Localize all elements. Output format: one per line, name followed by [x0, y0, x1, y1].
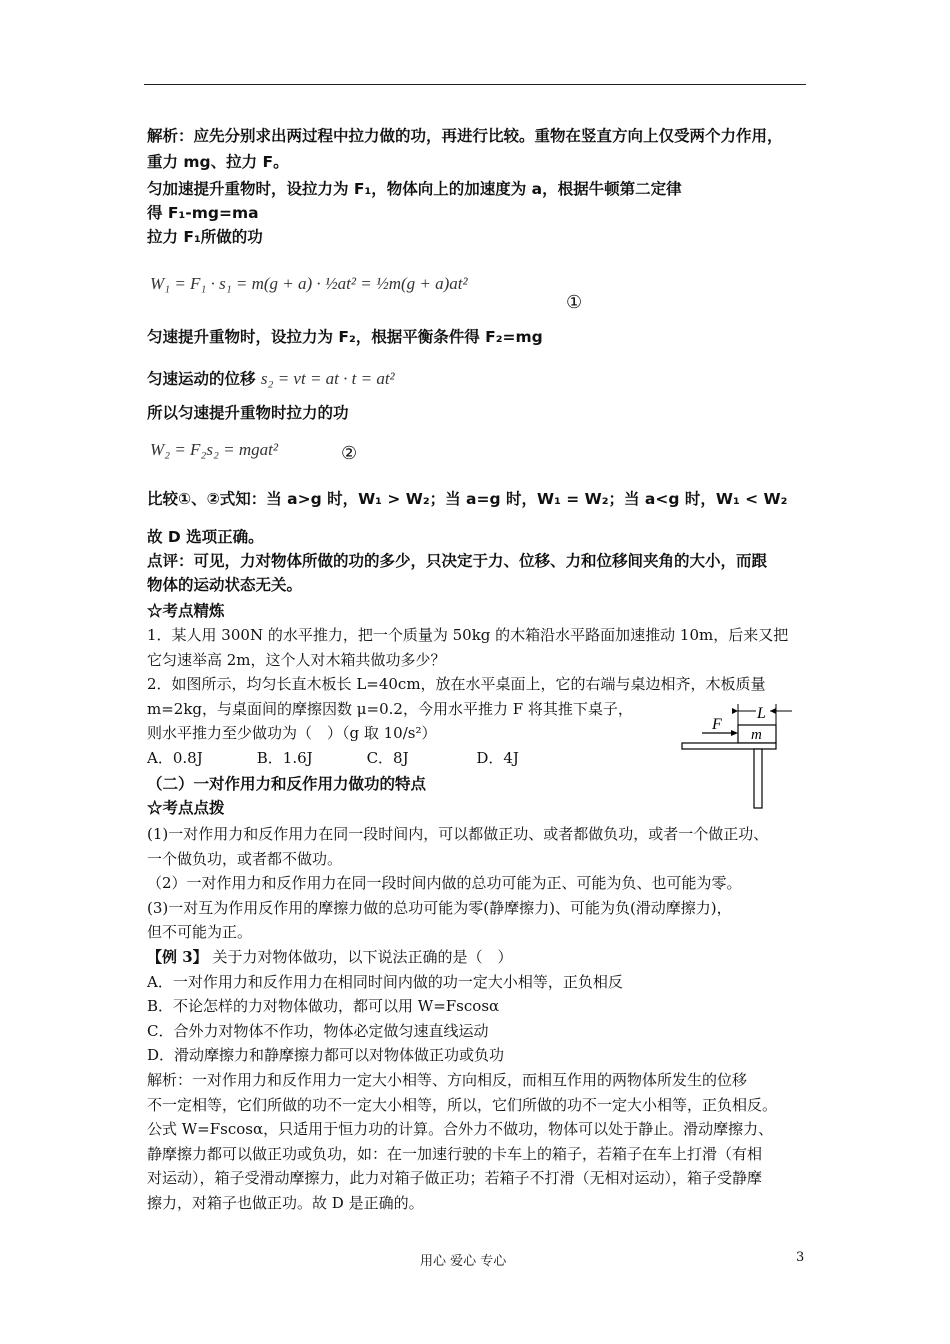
example3-option-d: D．滑动摩擦力和静摩擦力都可以对物体做正功或负功: [147, 1046, 505, 1065]
analysis-line-5: 拉力 F₁所做的功: [147, 228, 263, 246]
comment-line-2: 物体的运动状态无关。: [147, 576, 303, 594]
section2-heading: （二）一对作用力和反作用力做功的特点: [147, 774, 427, 793]
example3-option-a: A．一对作用力和反作用力在相同时间内做的功一定大小相等，正负相反: [147, 972, 623, 991]
section2-subheading: ☆考点点拨: [147, 798, 225, 817]
solution-line-2: 不一定相等，它们所做的功不一定大小相等，所以，它们所做的功不一定大小相等，正负相反。: [147, 1095, 778, 1114]
practice-heading: ☆考点精炼: [147, 601, 225, 620]
solution-line-1: 解析：一对作用力和反作用力一定大小相等、方向相反，而相互作用的两物体所发生的位移: [147, 1070, 748, 1089]
solution-line-5: 对运动），箱子受滑动摩擦力，此力对箱子做正功；若箱子不打滑（无相对运动），箱子受静摩: [147, 1169, 763, 1188]
q2-option-b: B．1.6J: [256, 748, 313, 767]
q2-option-a: A．0.8J: [147, 748, 203, 767]
analysis-line-4: 得 F₁-mg=ma: [147, 204, 259, 222]
analysis-conclusion: 故 D 选项正确。: [147, 528, 264, 546]
point-3-line-2: 但不可能为正。: [147, 923, 253, 942]
point-3-line-1: (3)一对互为作用反作用的摩擦力做的总功可能为零(静摩擦力)、可能为负(滑动摩擦力)，: [147, 898, 732, 917]
analysis-line-7-text: 匀速运动的位移: [147, 370, 256, 388]
formula-marker-2: ②: [341, 443, 358, 464]
analysis-line-2: 重力 mg、拉力 F。: [147, 153, 289, 171]
solution-line-6: 擦力，对箱子也做正功。故 D 是正确的。: [147, 1193, 424, 1212]
analysis-comparison: 比较①、②式知：当 a>g 时，W₁ > W₂；当 a=g 时，W₁ = W₂；当 a<g 时，W₁ < W₂: [147, 490, 788, 508]
page-number: 3: [796, 1250, 805, 1265]
point-1-line-2: 一个做负功，或者都不做功。: [147, 849, 343, 868]
footer-slogan: 用心 爱心 专心: [420, 1254, 507, 1269]
point-2: （2）一对作用力和反作用力在同一段时间内做的总功可能为正、可能为负、也可能为零。: [147, 874, 742, 893]
table-top: [682, 743, 776, 749]
analysis-line-8: 所以匀速提升重物时拉力的功: [147, 404, 349, 422]
comment-label: 点评：: [147, 552, 194, 570]
example3-label: 【例 3】: [147, 948, 208, 966]
label-m: m: [751, 727, 762, 743]
comment-line-1: [147, 549, 817, 573]
q2-option-c: C．8J: [366, 748, 409, 767]
q2-line-2: m=2kg，与桌面间的摩擦因数 μ=0.2，今用水平推力 F 将其推下桌子，: [147, 699, 633, 718]
example3-option-b: B．不论怎样的力对物体做功，都可以用 W=Fscosα: [147, 997, 500, 1016]
formula-w2: W₂ = F₂s₂ = mgat²: [150, 440, 278, 459]
q2-line-1: 2．如图所示，均匀长直木板长 L=40cm，放在水平桌面上，它的右端与桌边相齐，木板质量: [147, 675, 766, 694]
q2-option-d: D．4J: [476, 748, 519, 767]
example3-question: 关于力对物体做功，以下说法正确的是（ ）: [212, 948, 513, 966]
q1-line-2: 它匀速举高 2m，这个人对木箱共做功多少？: [147, 650, 446, 669]
point-1-line-1: (1)一对作用力和反作用力在同一段时间内，可以都做正功、或者都做负功，或者一个做正功、: [147, 825, 769, 843]
formula-w1: W₁ = F₁ · s₁ = m(g + a) · ½at² = ½m(g + a)at²: [150, 274, 468, 293]
example3: [147, 945, 815, 1216]
analysis-line-1: 解析：应先分别求出两过程中拉力做的功，再进行比较。重物在竖直方向上仅受两个力作用，: [147, 127, 783, 145]
q1-line-1: 1．某人用 300N 的水平推力，把一个质量为 50kg 的木箱沿水平路面加速推动 10m，后来又把: [147, 626, 789, 644]
solution-line-4: 静摩擦力都可以做正功或负功，如：在一加速行驶的卡车上的箱子，若箱子在车上打滑（有相: [147, 1144, 763, 1163]
dimension-arrowhead-left: [732, 708, 738, 714]
solution-line-3: 公式 W=Fscosα，只适用于恒力功的计算。合外力不做功，物体可以处于静止。滑动摩擦力、: [147, 1120, 774, 1139]
comment-text-1: 可见，力对物体所做的功的多少，只决定于力、位移、力和位移间夹角的大小，而跟: [193, 552, 768, 570]
analysis-line-6: 匀速提升重物时，设拉力为 F₂，根据平衡条件得 F₂=mg: [147, 328, 543, 346]
formula-s2: s₂ = vt = at · t = at²: [260, 369, 395, 388]
force-arrowhead: [731, 730, 738, 736]
dimension-arrowhead-right: [770, 708, 776, 714]
example3-question-line: [147, 945, 815, 970]
analysis-line-7: [147, 367, 817, 391]
example3-option-c: C．合外力对物体不作功，物体必定做匀速直线运动: [147, 1021, 489, 1040]
formula-marker-1: ①: [566, 292, 583, 313]
label-L: L: [757, 705, 766, 722]
header-rule: [144, 84, 806, 85]
label-F: F: [712, 716, 722, 733]
section2-body: [147, 822, 815, 945]
analysis-line-3: 匀加速提升重物时，设拉力为 F₁，物体向上的加速度为 a，根据牛顿第二定律: [147, 180, 682, 198]
q2-line-3: 则水平推力至少做功为（ ）（g 取 10/s²）: [147, 724, 437, 743]
